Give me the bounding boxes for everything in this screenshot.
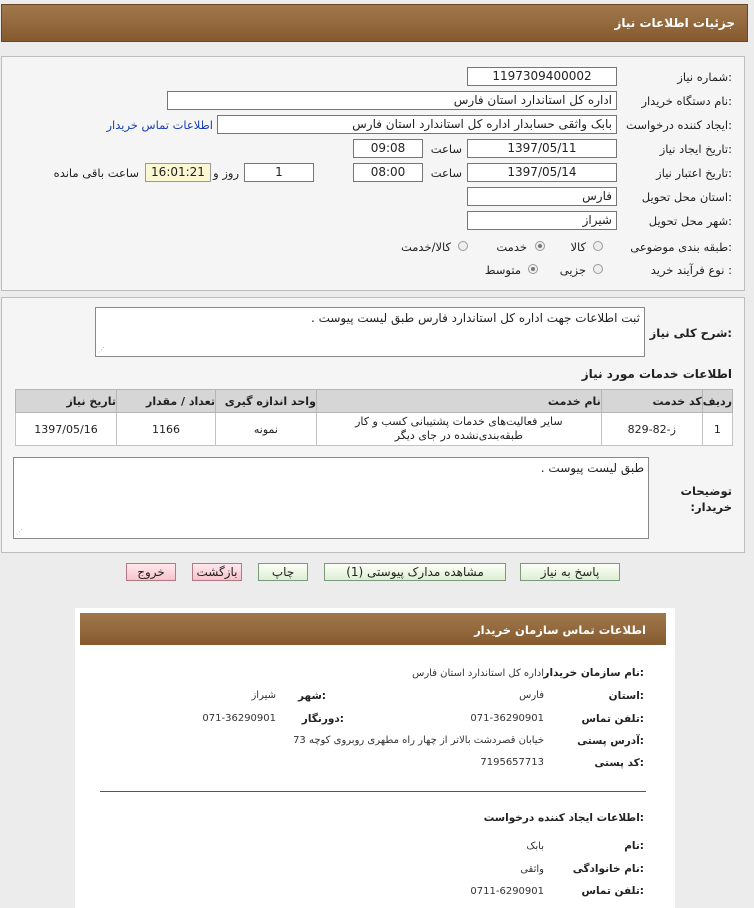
buyer-org-label: نام دستگاه خریدار: [641,94,732,108]
contact-fax-label: دورنگار: [301,713,344,725]
city-label: شهر محل تحویل: [648,214,732,228]
category-radio-goods[interactable] [593,241,603,251]
contact-phone-label: تلفن تماس: [581,713,644,725]
col-date: تاریخ نیاز [16,390,117,413]
exit-button[interactable]: خروج [126,563,176,581]
attachments-button[interactable]: مشاهده مدارک پیوستی (1) [324,563,506,581]
validity-date-label: تاریخ اعتبار نیاز: [656,166,732,180]
contact-address-value: خیابان قصردشت بالاتر از چهار راه مطهری روبروی کوچه 73 [293,735,544,746]
buyer-org-field: اداره کل استاندارد استان فارس [167,91,617,110]
cell-name: سایر فعالیت‌های خدمات پشتیبانی کسب و کار طبقه‌بندی‌نشده در جای دیگر [316,413,601,446]
services-table-header [16,390,733,413]
category-radio-goods-service[interactable] [458,241,468,251]
contact-fax-value: 071-36290901 [202,713,276,724]
contact-card-title: اطلاعات تماس سازمان خریدار [474,623,646,637]
contact-postal-label: کد پستی: [594,757,644,769]
need-number-field: 1197309400002 [467,67,617,86]
validity-time-label: ساعت [430,166,462,180]
col-code: کد خدمت [601,390,702,413]
creator-phone-value: 0711-6290901 [470,886,544,897]
need-number-label: شماره نیاز: [677,70,732,84]
creator-label: ایجاد کننده درخواست: [626,118,732,132]
resize-grip-icon[interactable]: ⋰ [98,346,105,354]
buyer-contact-link[interactable]: اطلاعات تماس خریدار [106,118,213,132]
remaining-time-label: ساعت باقی مانده [53,166,139,180]
category-option-goods: کالا [570,240,586,254]
services-table [15,389,733,446]
province-field: فارس [467,187,617,206]
services-title: اطلاعات خدمات مورد نیاز [581,367,732,381]
contact-city-value: شیراز [251,690,276,701]
contact-card-header [80,613,666,645]
validity-time-field: 08:00 [353,163,423,182]
cell-code: ز-82-829 [601,413,702,446]
table-row [16,413,733,446]
creator-first-name-value: بابک [526,841,544,852]
days-label: روز و [213,166,239,180]
process-option-minor: جزیی [559,263,586,277]
creator-phone-label: تلفن تماس: [581,885,644,897]
creator-first-name-label: نام: [624,840,644,852]
creator-field: بابک واثقی حسابدار اداره کل استاندارد استان فارس [217,115,617,134]
process-label: نوع فرآیند خرید : [650,263,732,277]
process-radio-medium[interactable] [528,264,538,274]
description-textarea[interactable]: ثبت اطلاعات جهت اداره کل استاندارد فارس طبق لیست پیوست . [95,307,645,357]
contact-province-label: استان: [608,690,644,702]
category-option-goods-service: کالا/خدمت [400,240,451,254]
created-date-field: 1397/05/11 [467,139,617,158]
days-field: 1 [244,163,314,182]
buyer-notes-label: توضیحات خریدار: [680,484,732,514]
contact-org-label: نام سازمان خریدار: [543,667,644,679]
city-field: شیراز [467,211,617,230]
page-title: جزئیات اطلاعات نیاز [614,16,735,30]
contact-divider [100,791,646,792]
col-name: نام خدمت [316,390,601,413]
col-row: ردیف [702,390,732,413]
category-label: طبقه بندی موضوعی: [630,240,732,254]
cell-row: 1 [702,413,732,446]
creator-section-title: اطلاعات ایجاد کننده درخواست: [483,812,644,824]
reply-button[interactable]: پاسخ به نیاز [520,563,620,581]
created-time-label: ساعت [430,142,462,156]
page-header [1,4,748,42]
buyer-notes-textarea[interactable]: طبق لیست پیوست . [13,457,649,539]
cell-qty: 1166 [117,413,216,446]
category-option-service: خدمت [496,240,527,254]
created-date-label: تاریخ ایجاد نیاز: [659,142,732,156]
contact-postal-value: 7195657713 [480,757,544,768]
contact-org-value: اداره کل استاندارد استان فارس [412,668,544,679]
cell-unit: نمونه [215,413,316,446]
print-button[interactable]: چاپ [258,563,308,581]
resize-grip-icon[interactable]: ⋰ [16,528,23,536]
col-unit: واحد اندازه گیری [215,390,316,413]
province-label: استان محل تحویل: [641,190,732,204]
creator-last-name-value: واثقی [520,864,544,875]
cell-date: 1397/05/16 [16,413,117,446]
category-radio-service[interactable] [535,241,545,251]
description-label: شرح کلی نیاز: [649,326,732,340]
created-time-field: 09:08 [353,139,423,158]
contact-address-label: آدرس پستی: [577,735,644,747]
contact-province-value: فارس [519,690,544,701]
validity-date-field: 1397/05/14 [467,163,617,182]
back-button[interactable]: بازگشت [192,563,242,581]
col-qty: تعداد / مقدار [117,390,216,413]
process-option-medium: متوسط [484,263,521,277]
process-radio-minor[interactable] [593,264,603,274]
remaining-time-field: 16:01:21 [145,163,211,182]
contact-phone-value: 071-36290901 [470,713,544,724]
creator-last-name-label: نام خانوادگی: [572,863,644,875]
contact-city-label: شهر: [298,690,326,702]
